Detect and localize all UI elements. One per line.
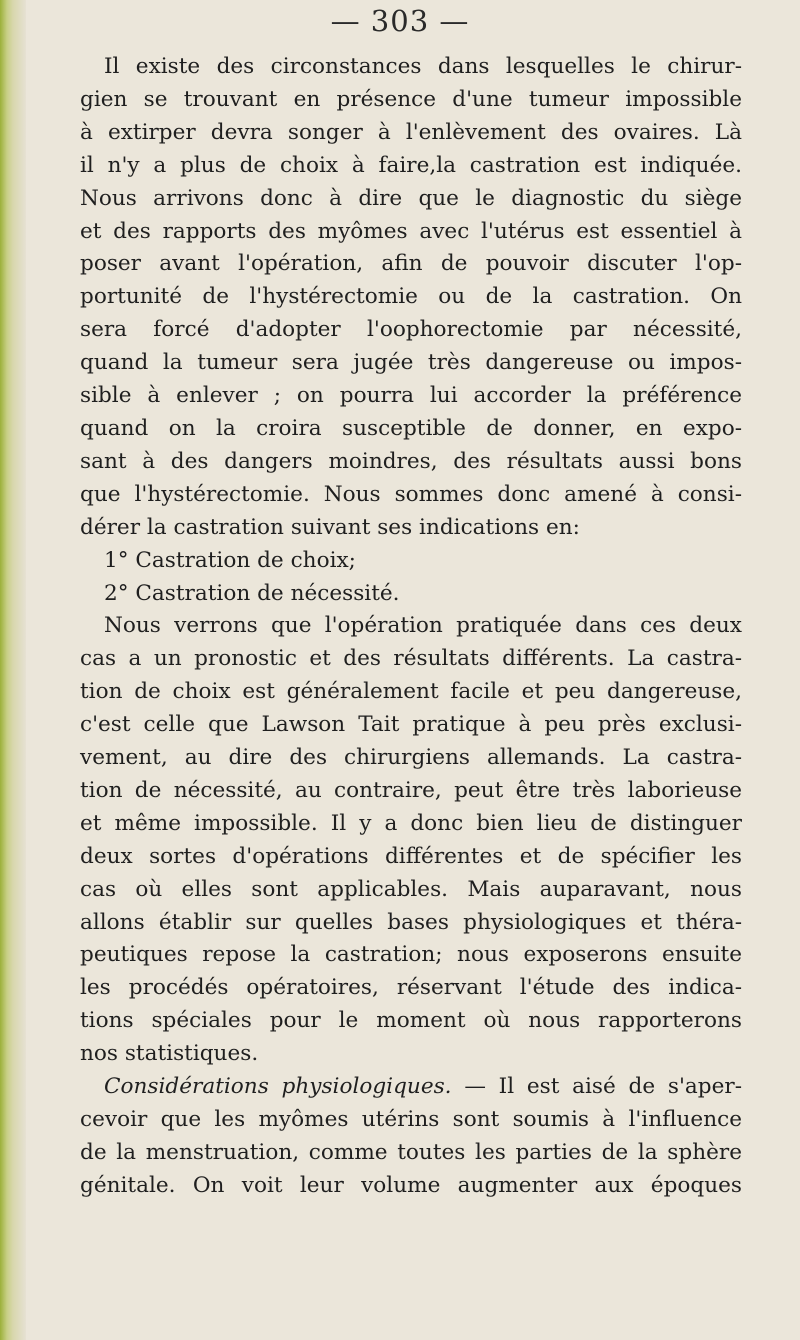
text-line: tion de choix est généralement facile et peu dangereuse, [80, 679, 742, 705]
text-line: deux sortes d'opérations différentes et de spécifier les [80, 843, 742, 869]
text-line: allons établir sur quelles bases physiologiques et théra- [80, 909, 742, 935]
text-line: portunité de l'hystérectomie ou de la castration. On [80, 284, 742, 310]
text-line: quand la tumeur sera jugée très dangereuse ou impos- [80, 350, 742, 376]
section-heading: Considérations physiologiques. [104, 1074, 452, 1100]
text-line: Nous arrivons donc à dire que le diagnostic du siège [80, 185, 742, 211]
text-line: tions spéciales pour le moment où nous rapporterons [80, 1008, 742, 1034]
page-number: — 303 — [330, 4, 470, 38]
text-line: cas a un pronostic et des résultats différents. La castra- [80, 646, 742, 672]
list-item: 2° Castration de nécessité. [104, 580, 400, 606]
text-line: vement, au dire des chirurgiens allemands. La castra- [80, 745, 742, 771]
text-line: sera forcé d'adopter l'oophorectomie par nécessité, [80, 317, 742, 343]
text-line: sible à enlever ; on pourra lui accorder la préférence [80, 383, 742, 409]
text-line: poser avant l'opération, afin de pouvoir discuter l'op- [80, 251, 742, 277]
text-line: les procédés opératoires, réservant l'étude des indica- [80, 975, 742, 1001]
text-line: c'est celle que Lawson Tait pratique à peu près exclusi- [80, 712, 742, 738]
text-line: peutiques repose la castration; nous exposerons ensuite [80, 942, 742, 968]
text-line: gien se trouvant en présence d'une tumeur impossible [80, 86, 742, 112]
text-line: sant à des dangers moindres, des résultats aussi bons [80, 448, 742, 474]
text-line: nos statistiques. [80, 1041, 259, 1067]
text-line: tion de nécessité, au contraire, peut être très laborieuse [80, 777, 742, 803]
text-line: dérer la castration suivant ses indications en: [80, 514, 580, 540]
list-item: 1° Castration de choix; [104, 547, 356, 573]
body-text [80, 51, 742, 1203]
text-line: il n'y a plus de choix à faire,la castration est indiquée. [80, 152, 742, 178]
text-line: de la menstruation, comme toutes les parties de la sphère [80, 1139, 742, 1165]
text-line: cas où elles sont applicables. Mais auparavant, nous [80, 876, 742, 902]
text-line: et même impossible. Il y a donc bien lieu de distinguer [80, 810, 742, 836]
text-line: et des rapports des myômes avec l'utérus est essentiel à [80, 218, 742, 244]
text-line: génitale. On voit leur volume augmenter aux époques [80, 1172, 742, 1198]
text-line: à extirper devra songer à l'enlèvement des ovaires. Là [80, 119, 742, 145]
text-line: Nous verrons que l'opération pratiquée dans ces deux [104, 613, 742, 639]
section-heading-line [80, 1071, 742, 1104]
text-line: quand on la croira susceptible de donner, en expo- [80, 415, 742, 441]
text-line: — Il est aisé de s'aper- [464, 1074, 743, 1100]
text-line: cevoir que les myômes utérins sont soumis à l'influence [80, 1107, 742, 1132]
page-spine-edge [0, 0, 26, 1340]
text-line: que l'hystérectomie. Nous sommes donc amené à consi- [80, 481, 742, 507]
text-line: Il existe des circonstances dans lesquelles le chirur- [104, 54, 742, 79]
